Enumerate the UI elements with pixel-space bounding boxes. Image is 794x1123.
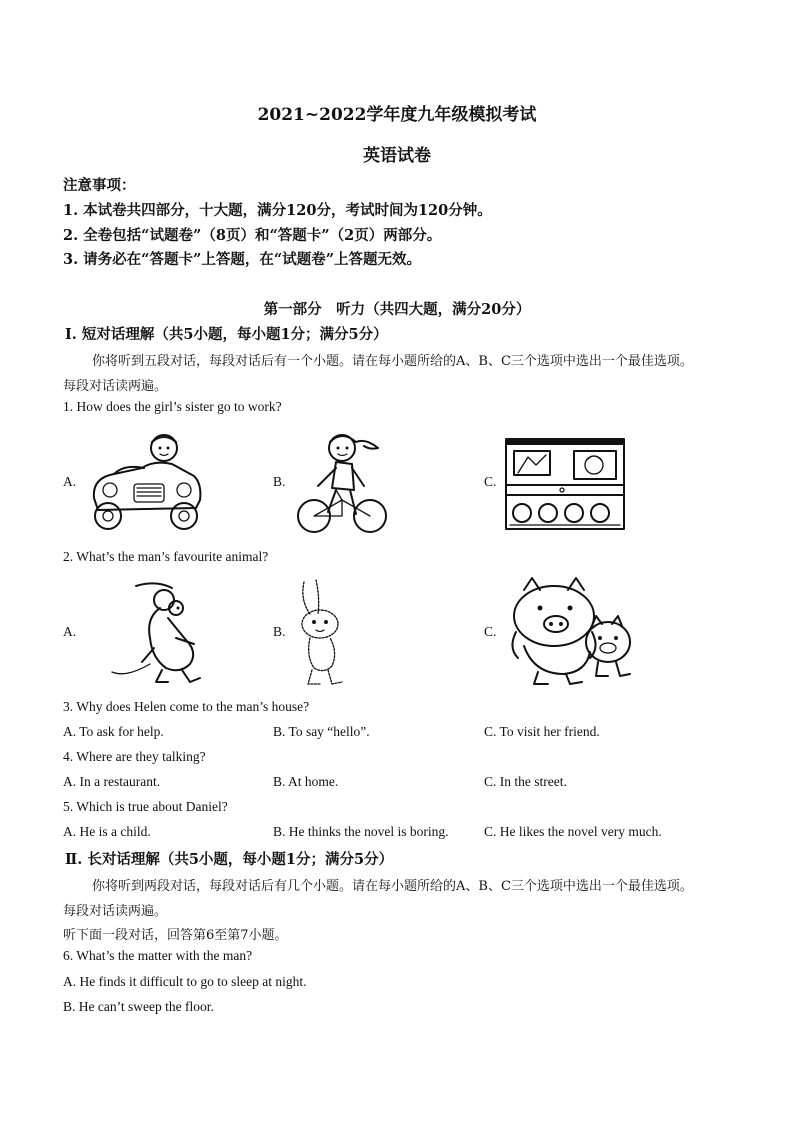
q4-option-a[interactable]: A. In a restaurant.	[63, 774, 161, 789]
mouse-picture	[106, 578, 206, 690]
train-picture	[504, 435, 628, 535]
q6-option-a[interactable]: A. He finds it difficult to go to sleep at night.	[63, 974, 307, 989]
q3-option-a[interactable]: A. To ask for help.	[63, 724, 164, 739]
section2-instruction: 你将听到两段对话，每段对话后有几个小题。请在每小题所给的A、B、C三个选项中选出一个最佳选项。	[92, 879, 693, 894]
q6-option-b[interactable]: B. He can’t sweep the floor.	[63, 999, 214, 1014]
section1-instruction: 你将听到五段对话，每段对话后有一个小题。请在每小题所给的A、B、C三个选项中选出一个最佳选项。	[92, 354, 693, 369]
question-5: 5. Which is true about Daniel?	[63, 799, 228, 814]
car-picture	[84, 428, 206, 538]
section1-instruction-cont: 每段对话读两遍。	[63, 379, 168, 394]
pigs-picture	[504, 576, 636, 688]
exam-title: 2021~2022学年度九年级模拟考试	[257, 105, 537, 125]
notice-heading: 注意事项：	[63, 177, 136, 194]
section2-heading: Ⅱ. 长对话理解（共5小题，每小题1分；满分5分）	[65, 851, 394, 868]
question-2: 2. What’s the man’s favourite animal?	[63, 549, 269, 564]
q3-option-b[interactable]: B. To say “hello”.	[273, 724, 370, 739]
exam-subtitle: 英语试卷	[363, 146, 431, 166]
rabbit-picture	[290, 578, 354, 690]
question-4: 4. Where are they talking?	[63, 749, 206, 764]
part1-heading: 第一部分 听力（共四大题，满分20分）	[263, 301, 531, 318]
q1-option-a-label[interactable]: A.	[63, 474, 77, 489]
question-3: 3. Why does Helen come to the man’s house?	[63, 699, 310, 714]
q5-option-c[interactable]: C. He likes the novel very much.	[484, 824, 662, 839]
bicycle-picture	[292, 430, 392, 536]
q1-option-c-label[interactable]: C.	[484, 474, 497, 489]
question-6: 6. What’s the matter with the man?	[63, 948, 253, 963]
q1-option-b-label[interactable]: B.	[273, 474, 286, 489]
section1-heading: Ⅰ. 短对话理解（共5小题，每小题1分；满分5分）	[65, 326, 388, 343]
dialogue-intro: 听下面一段对话，回答第6至第7小题。	[63, 928, 288, 943]
section2-instruction-cont: 每段对话读两遍。	[63, 904, 168, 919]
q2-option-b-label[interactable]: B.	[273, 624, 286, 639]
q3-option-c[interactable]: C. To visit her friend.	[484, 724, 600, 739]
q5-option-b[interactable]: B. He thinks the novel is boring.	[273, 824, 449, 839]
q5-option-a[interactable]: A. He is a child.	[63, 824, 151, 839]
q2-option-c-label[interactable]: C.	[484, 624, 497, 639]
q2-option-a-label[interactable]: A.	[63, 624, 77, 639]
notice-item-1: 1. 本试卷共四部分，十大题，满分120分，考试时间为120分钟。	[63, 202, 492, 219]
q4-option-b[interactable]: B. At home.	[273, 774, 339, 789]
notice-item-2: 2. 全卷包括“试题卷”（8页）和“答题卡”（2页）两部分。	[63, 227, 442, 244]
question-1: 1. How does the girl’s sister go to work?	[63, 399, 282, 414]
q4-option-c[interactable]: C. In the street.	[484, 774, 567, 789]
notice-item-3: 3. 请务必在“答题卡”上答题，在“试题卷”上答题无效。	[63, 251, 422, 268]
